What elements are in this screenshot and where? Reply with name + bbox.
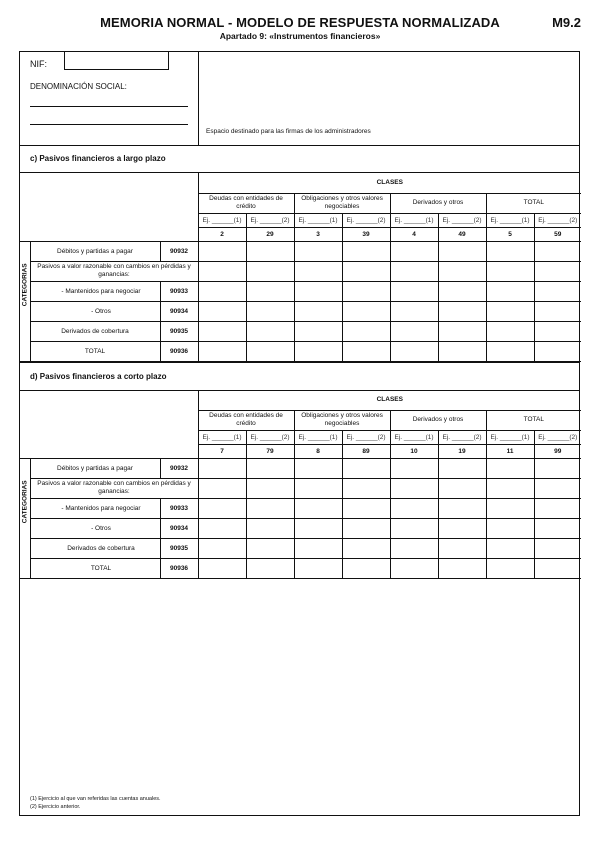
ej-label: Ej. ______(1) xyxy=(486,213,534,227)
column-code: 79 xyxy=(246,444,294,458)
value-cell[interactable] xyxy=(438,241,486,261)
denominacion-label: DENOMINACIÓN SOCIAL: xyxy=(30,82,127,91)
value-cell[interactable] xyxy=(198,498,246,518)
value-cell[interactable] xyxy=(390,321,438,341)
row-label: Pasivos a valor razonable con cambios en pérdidas y ganancias: xyxy=(30,478,198,498)
table-row xyxy=(20,478,581,498)
value-cell[interactable] xyxy=(294,558,342,578)
value-cell[interactable] xyxy=(246,281,294,301)
value-cell[interactable] xyxy=(246,498,294,518)
column-code: 4 xyxy=(390,227,438,241)
value-cell[interactable] xyxy=(534,458,581,478)
value-cell[interactable] xyxy=(438,301,486,321)
value-cell[interactable] xyxy=(534,321,581,341)
table-row xyxy=(20,301,581,321)
table-row xyxy=(20,241,581,261)
value-cell[interactable] xyxy=(390,538,438,558)
table-row xyxy=(20,261,581,281)
column-code: 49 xyxy=(438,227,486,241)
group-obligaciones: Obligaciones y otros valores negociables xyxy=(294,193,390,213)
table-row xyxy=(20,321,581,341)
ej-label: Ej. ______(1) xyxy=(390,213,438,227)
value-cell[interactable] xyxy=(486,321,534,341)
footnote-1: (1) Ejercicio al que van referidas las cuentas anuales. xyxy=(30,796,161,802)
value-cell[interactable] xyxy=(486,281,534,301)
value-cell[interactable] xyxy=(342,281,390,301)
row-code: 90936 xyxy=(160,341,198,361)
value-cell[interactable] xyxy=(246,341,294,361)
table-row xyxy=(20,458,581,478)
value-cell[interactable] xyxy=(294,301,342,321)
row-code: 90934 xyxy=(160,301,198,321)
ej-label: Ej. ______(2) xyxy=(438,213,486,227)
section-d-title: d) Pasivos financieros a corto plazo xyxy=(20,362,579,391)
row-code: 90932 xyxy=(160,241,198,261)
table-row xyxy=(20,558,581,578)
row-code: 90933 xyxy=(160,498,198,518)
ej-label: Ej. ______(2) xyxy=(438,430,486,444)
value-cell[interactable] xyxy=(246,321,294,341)
row-code: 90934 xyxy=(160,518,198,538)
value-cell[interactable] xyxy=(486,538,534,558)
value-cell[interactable] xyxy=(390,518,438,538)
section-c-title: c) Pasivos financieros a largo plazo xyxy=(20,145,579,173)
value-cell[interactable] xyxy=(390,281,438,301)
ej-label: Ej. ______(1) xyxy=(390,430,438,444)
row-label: Pasivos a valor razonable con cambios en pérdidas y ganancias: xyxy=(30,261,198,281)
row-label: - Otros xyxy=(30,518,160,538)
value-cell[interactable] xyxy=(486,458,534,478)
value-cell[interactable] xyxy=(198,281,246,301)
ej-label: Ej. ______(2) xyxy=(534,430,581,444)
value-cell[interactable] xyxy=(246,301,294,321)
value-cell[interactable] xyxy=(198,558,246,578)
value-cell[interactable] xyxy=(390,241,438,261)
group-deudas: Deudas con entidades de crédito xyxy=(198,410,294,430)
categorias-label: CATEGORIAS xyxy=(20,458,30,578)
value-cell[interactable] xyxy=(198,241,246,261)
nif-input[interactable] xyxy=(64,52,169,70)
row-code: 90936 xyxy=(160,558,198,578)
column-code: 7 xyxy=(198,444,246,458)
row-label: - Otros xyxy=(30,301,160,321)
column-code: 89 xyxy=(342,444,390,458)
value-cell[interactable] xyxy=(486,518,534,538)
column-code: 2 xyxy=(198,227,246,241)
value-cell[interactable] xyxy=(198,518,246,538)
page-title: MEMORIA NORMAL - MODELO DE RESPUESTA NORMALIZADA xyxy=(100,15,500,30)
row-label: Débitos y partidas a pagar xyxy=(30,241,160,261)
group-derivados: Derivados y otros xyxy=(390,193,486,213)
column-code: 39 xyxy=(342,227,390,241)
categorias-label: CATEGORIAS xyxy=(20,241,30,361)
value-cell[interactable] xyxy=(342,241,390,261)
value-cell[interactable] xyxy=(534,498,581,518)
section-c-table xyxy=(20,173,581,362)
value-cell[interactable] xyxy=(294,321,342,341)
value-cell[interactable] xyxy=(342,538,390,558)
value-cell[interactable] xyxy=(342,301,390,321)
page-subtitle: Apartado 9: «Instrumentos financieros» xyxy=(219,31,381,41)
column-code: 10 xyxy=(390,444,438,458)
ej-label: Ej. ______(1) xyxy=(486,430,534,444)
row-label: Derivados de cobertura xyxy=(30,321,160,341)
value-cell[interactable] xyxy=(198,458,246,478)
value-cell[interactable] xyxy=(534,301,581,321)
identification-block xyxy=(20,52,579,146)
value-cell[interactable] xyxy=(246,518,294,538)
column-code: 8 xyxy=(294,444,342,458)
row-label: TOTAL xyxy=(30,558,160,578)
ej-label: Ej. ______(2) xyxy=(342,213,390,227)
value-cell[interactable] xyxy=(246,538,294,558)
column-code: 11 xyxy=(486,444,534,458)
column-code: 19 xyxy=(438,444,486,458)
value-cell[interactable] xyxy=(294,518,342,538)
value-cell[interactable] xyxy=(246,458,294,478)
ej-label: Ej. ______(1) xyxy=(294,213,342,227)
value-cell[interactable] xyxy=(198,341,246,361)
row-label: Derivados de cobertura xyxy=(30,538,160,558)
firmas-label: Espacio destinado para las firmas de los administradores xyxy=(206,128,371,135)
value-cell[interactable] xyxy=(198,321,246,341)
ej-label: Ej. ______(1) xyxy=(198,430,246,444)
value-cell[interactable] xyxy=(342,341,390,361)
table-row xyxy=(20,498,581,518)
row-code: 90932 xyxy=(160,458,198,478)
column-code: 3 xyxy=(294,227,342,241)
value-cell[interactable] xyxy=(294,281,342,301)
value-cell[interactable] xyxy=(246,558,294,578)
value-cell[interactable] xyxy=(438,498,486,518)
column-code: 29 xyxy=(246,227,294,241)
group-total: TOTAL xyxy=(486,410,581,430)
value-cell[interactable] xyxy=(390,498,438,518)
row-code: 90935 xyxy=(160,538,198,558)
value-cell[interactable] xyxy=(390,458,438,478)
group-deudas: Deudas con entidades de crédito xyxy=(198,193,294,213)
value-cell[interactable] xyxy=(486,498,534,518)
group-derivados: Derivados y otros xyxy=(390,410,486,430)
value-cell[interactable] xyxy=(390,341,438,361)
value-cell[interactable] xyxy=(534,281,581,301)
group-total: TOTAL xyxy=(486,193,581,213)
value-cell[interactable] xyxy=(438,558,486,578)
value-cell[interactable] xyxy=(246,241,294,261)
value-cell[interactable] xyxy=(294,538,342,558)
row-code: 90935 xyxy=(160,321,198,341)
value-cell[interactable] xyxy=(342,458,390,478)
ej-label: Ej. ______(1) xyxy=(198,213,246,227)
value-cell[interactable] xyxy=(486,301,534,321)
table-row xyxy=(20,341,581,361)
row-label: - Mantenidos para negociar xyxy=(30,498,160,518)
nif-label: NIF: xyxy=(30,59,47,69)
ej-label: Ej. ______(2) xyxy=(246,213,294,227)
value-cell[interactable] xyxy=(342,321,390,341)
value-cell[interactable] xyxy=(486,241,534,261)
value-cell[interactable] xyxy=(390,558,438,578)
value-cell[interactable] xyxy=(294,458,342,478)
group-obligaciones: Obligaciones y otros valores negociables xyxy=(294,410,390,430)
column-code: 5 xyxy=(486,227,534,241)
value-cell[interactable] xyxy=(294,498,342,518)
ej-label: Ej. ______(1) xyxy=(294,430,342,444)
value-cell[interactable] xyxy=(342,498,390,518)
row-label: - Mantenidos para negociar xyxy=(30,281,160,301)
value-cell[interactable] xyxy=(198,538,246,558)
denominacion-line-1[interactable] xyxy=(30,106,188,107)
value-cell[interactable] xyxy=(342,558,390,578)
form-frame xyxy=(19,51,580,816)
value-cell[interactable] xyxy=(438,281,486,301)
value-cell[interactable] xyxy=(198,301,246,321)
footnote-2: (2) Ejercicio anterior. xyxy=(30,804,81,810)
denominacion-line-2[interactable] xyxy=(30,124,188,125)
value-cell[interactable] xyxy=(534,538,581,558)
value-cell[interactable] xyxy=(438,321,486,341)
value-cell[interactable] xyxy=(534,518,581,538)
clases-header: CLASES xyxy=(198,173,581,193)
ej-label: Ej. ______(2) xyxy=(534,213,581,227)
form-code: M9.2 xyxy=(552,15,581,30)
row-label: TOTAL xyxy=(30,341,160,361)
value-cell[interactable] xyxy=(342,518,390,538)
value-cell[interactable] xyxy=(294,241,342,261)
ej-label: Ej. ______(2) xyxy=(342,430,390,444)
value-cell[interactable] xyxy=(486,341,534,361)
value-cell[interactable] xyxy=(438,341,486,361)
value-cell[interactable] xyxy=(294,341,342,361)
value-cell[interactable] xyxy=(486,558,534,578)
value-cell[interactable] xyxy=(534,558,581,578)
column-code: 59 xyxy=(534,227,581,241)
footnotes xyxy=(30,795,161,811)
value-cell[interactable] xyxy=(438,458,486,478)
value-cell[interactable] xyxy=(438,518,486,538)
row-label: Débitos y partidas a pagar xyxy=(30,458,160,478)
value-cell[interactable] xyxy=(390,301,438,321)
column-code: 99 xyxy=(534,444,581,458)
table-row xyxy=(20,518,581,538)
table-row xyxy=(20,281,581,301)
value-cell[interactable] xyxy=(534,341,581,361)
section-d-table xyxy=(20,390,581,579)
row-code: 90933 xyxy=(160,281,198,301)
value-cell[interactable] xyxy=(534,241,581,261)
clases-header: CLASES xyxy=(198,390,581,410)
table-row xyxy=(20,538,581,558)
ej-label: Ej. ______(2) xyxy=(246,430,294,444)
value-cell[interactable] xyxy=(438,538,486,558)
